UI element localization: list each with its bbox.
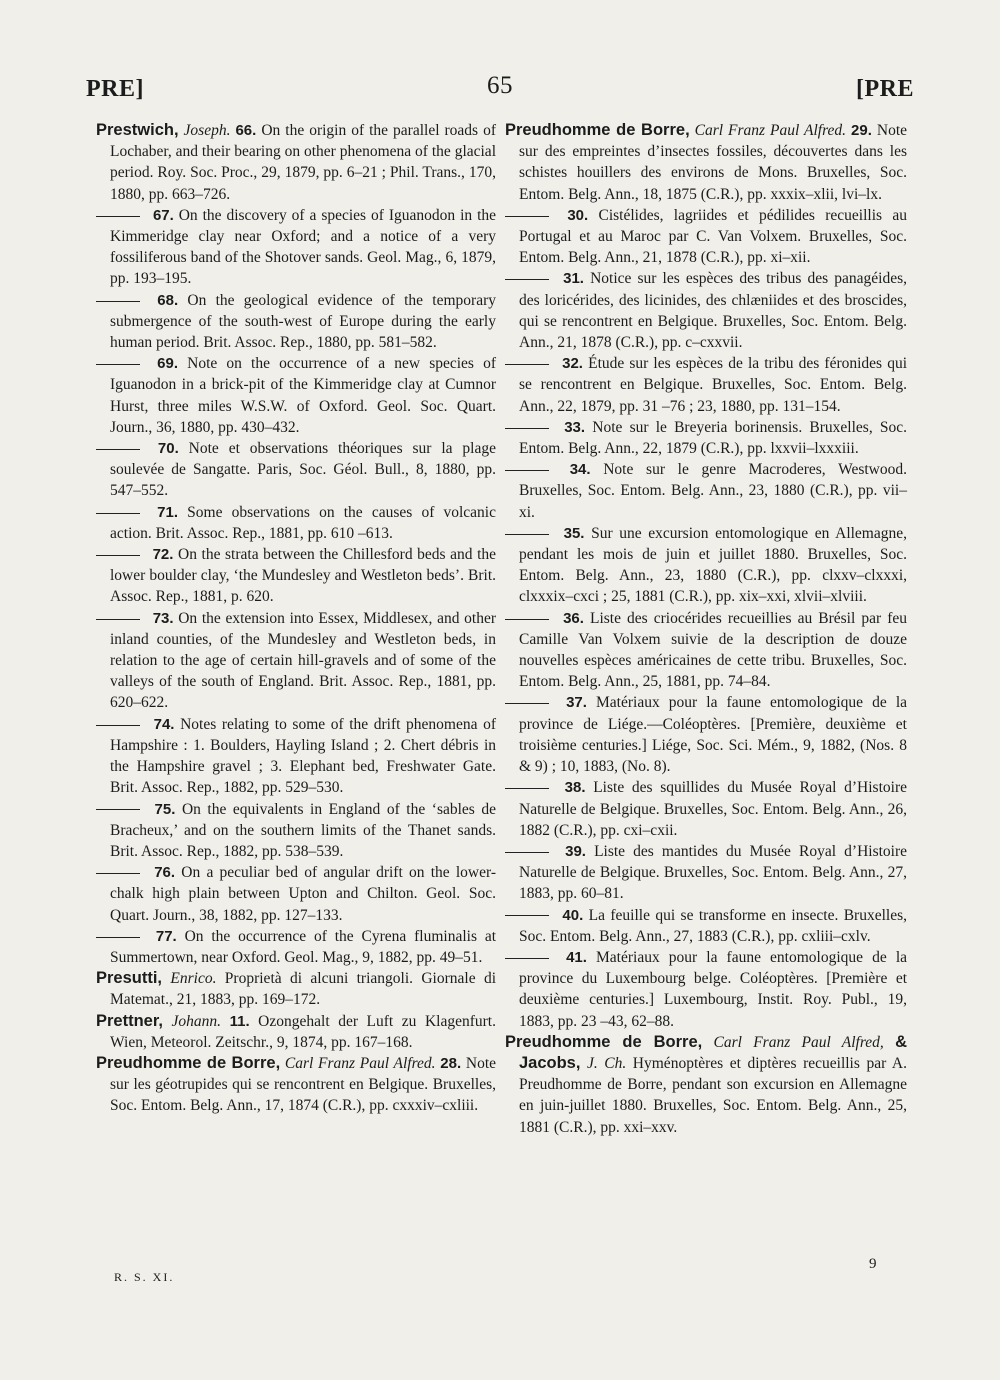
bibliography-entry [96, 926, 496, 968]
ditto-rule [96, 364, 140, 365]
entry-text: Liste des criocérides recueillies au Brésil par feu Camille Van Volxem suivie de la description de douze nouvelles espèces américaines de cette tribu. Bruxelles, Soc. Entom. Belg. Ann., 25, 1881, pp. 74–84. [519, 609, 907, 691]
entry-number: 66. [235, 122, 257, 139]
entry-text: On the equivalents in England of the ‘sables de Bracheux,’ and on the southern limits of the Thanet sands. Brit. Assoc. Rep., 1882, pp. 538–539. [110, 800, 496, 860]
entry-number: 74. [153, 715, 175, 733]
author-given-name: Carl Franz Paul Alfred. [694, 122, 847, 139]
bibliography-entry [505, 841, 907, 905]
ditto-rule [505, 852, 549, 853]
entry-number: 41. [566, 948, 587, 966]
entry-text: Note et observations théoriques sur la plage soulevée de Sangatte. Paris, Soc. Géol. Bull., 8, 1880, pp. 547–552. [110, 440, 496, 500]
bibliography-entry [505, 692, 907, 777]
header-right-guide: [PRE [856, 76, 914, 102]
entry-text: On the discovery of a species of Iguanodon in the Kimmeridge clay near Oxford; and a notice of a very fossiliferous band of the Shotover sands. Geol. Mag., 6, 1879, pp. 193–195. [110, 206, 496, 288]
entry-text: Note sur le genre Macroderes, Westwood. Bruxelles, Soc. Entom. Belg. Ann., 23, 1880 (C.R.), pp. vii–xi. [519, 461, 908, 521]
ditto-rule [505, 428, 549, 429]
entry-number: 40. [562, 906, 584, 924]
entry-number: 33. [564, 418, 586, 436]
entry-number: 35. [563, 524, 585, 542]
bibliography-entry [505, 608, 907, 693]
author-given-name: Carl Franz Paul Alfred, [713, 1033, 884, 1051]
header-left-guide: PRE] [86, 76, 144, 102]
bibliography-entry [505, 523, 907, 608]
ditto-rule [505, 216, 549, 217]
entry-text: Notes relating to some of the drift phenomena of Hampshire : 1. Boulders, Hayling Island ; 2. Chert débris in the Hampshire gravel ; 3. Elephant bed, Freshwater Gate. Brit. Assoc. Rep., 1882, pp. 529–530. [110, 715, 497, 797]
entry-text: On the occurrence of the Cyrena fluminalis at Summertown, near Oxford. Geol. Mag., 9, 1882, pp. 49–51. [110, 927, 497, 966]
right-column [505, 120, 907, 1138]
entry-number: 69. [157, 355, 178, 373]
entry-text: Note sur le Breyeria borinensis. Bruxelles, Soc. Entom. Belg. Ann., 22, 1879 (C.R.), pp. lxxvii–lxxxiii. [519, 418, 908, 458]
bibliography-entry [96, 290, 496, 354]
entry-number: 39. [565, 842, 586, 860]
bibliography-entry [505, 777, 907, 841]
bibliography-entry [96, 1053, 496, 1117]
author-name: Preudhomme de Borre, [505, 1032, 703, 1051]
bibliography-entry [505, 353, 907, 417]
bibliography-entry [505, 268, 907, 353]
entry-text: Sur une excursion entomologique en Allemagne, pendant les mois de juin et juillet 1880. Bruxelles, Soc. Entom. Belg. Ann., 23, 1880 (C.R.), pp. clxxv–clxxxi, clxxxix–cxci ; 25, 1881 (C.R.), pp. xix–xxi, xlvii–xlviii. [519, 524, 908, 606]
ditto-rule [96, 619, 140, 620]
entry-number: 34. [569, 461, 591, 479]
ditto-rule [96, 449, 140, 450]
entry-text: Matériaux pour la faune entomologique de la province de Liége.—Coléoptères. [Première, deuxième et troisième centuries.] Liége, Soc. Sci. Mém., 9, 1882, (Nos. 8 & 9) ; 10, 1883, (No. 8). [519, 694, 907, 776]
author-name: Preudhomme de Borre, [96, 1053, 281, 1072]
entry-text: On the origin of the parallel roads of Lochaber, and their bearing on other phenomena of the glacial period. Roy. Soc. Proc., 29, 1879, pp. 6–21 ; Phil. Trans., 170, 1880, pp. 663–726. [110, 122, 496, 203]
entry-number: 67. [152, 206, 174, 224]
entry-number: 31. [563, 270, 584, 288]
entry-number: 29. [851, 122, 872, 139]
author-name: Preudhomme de Borre, [505, 121, 690, 139]
entry-text: Cistélides, lagriides et pédilides recueillis au Portugal et au Maroc par C. Van Volxem. Bruxelles, Soc. Entom. Belg. Ann., 21, 1878 (C.R.), pp. xi–xii. [519, 206, 908, 267]
entry-number: 76. [154, 864, 176, 882]
signature-number: 9 [869, 1256, 877, 1272]
entry-text: Some observations on the causes of volcanic action. Brit. Assoc. Rep., 1881, pp. 610 –613. [110, 503, 496, 542]
entry-number: 30. [567, 206, 589, 224]
entry-text: On the geological evidence of the temporary submergence of the south-west of Europe during the early human period. Brit. Assoc. Rep., 1880, pp. 581–582. [110, 291, 496, 352]
bibliography-entry [505, 905, 907, 947]
ditto-rule [96, 725, 140, 726]
entry-text: On a peculiar bed of angular drift on the lower-chalk high plain between Upton and Chilton. Geol. Soc. Quart. Journ., 38, 1882, pp. 127–133. [110, 864, 496, 924]
bibliography-entry [96, 968, 496, 1010]
ditto-rule [96, 873, 140, 874]
entry-text: Hyménoptères et diptères recueillis par A. Preudhomme de Borre, pendant son excursion en Allemagne en juin-juillet 1880. Bruxelles, Soc. Entom. Belg. Ann., 25, 1881 (C.R.), pp. xxi–xxv. [519, 1054, 907, 1136]
entry-text: Ozongehalt der Luft zu Klagenfurt. Wien, Meteorol. Zeitschr., 9, 1874, pp. 167–168. [110, 1012, 496, 1051]
author-name: Prettner, [96, 1011, 163, 1030]
ditto-rule [505, 364, 549, 365]
entry-text: La feuille qui se transforme en insecte. Bruxelles, Soc. Entom. Belg. Ann., 27, 1883 (C.R.), pp. cxliii–cxlv. [519, 906, 907, 945]
entry-text: Proprietà di alcuni triangoli. Giornale di Matemat., 21, 1883, pp. 169–172. [110, 970, 497, 1009]
bibliography-entry [96, 1011, 496, 1053]
entry-number: 77. [155, 927, 177, 945]
author-name: Presutti, [96, 969, 163, 988]
entry-number: 75. [154, 800, 176, 818]
author-given-name: Johann. [171, 1012, 222, 1030]
bibliography-entry [96, 544, 496, 608]
bibliography-entry [96, 714, 496, 799]
bibliography-entry [505, 205, 907, 269]
ditto-rule [96, 809, 140, 810]
ditto-rule [96, 513, 140, 514]
entry-number: 73. [152, 609, 174, 627]
bibliography-entry [505, 417, 907, 459]
entry-text: On the extension into Essex, Middlesex, and other inland counties, of the Mundesley and Westleton beds, in relation to the age of certain hill-gravels and of some of the valleys of the south of England. Brit. Assoc. Rep., 1881, pp. 620–622. [110, 609, 496, 712]
entry-number: 71. [157, 503, 179, 521]
entry-text: Liste des squillides du Musée Royal d’Histoire Naturelle de Belgique. Bruxelles, Soc. Entom. Belg. Ann., 26, 1882 (C.R.), pp. cxi–cxii. [519, 779, 907, 839]
ditto-rule [96, 555, 140, 556]
bibliography-entry [96, 608, 496, 714]
author-given-name: Enrico. [170, 970, 217, 988]
left-column [96, 120, 496, 1117]
entry-number: 38. [564, 779, 586, 797]
entry-text: Note sur des empreintes d’insectes fossiles, découvertes dans les schistes houillers des environs de Mons. Bruxelles, Soc. Entom. Belg. Ann., 18, 1875 (C.R.), pp. xxxix–xlii, lvi–lx. [519, 122, 908, 203]
author-name: Prestwich, [96, 121, 179, 139]
entry-number: 72. [152, 546, 174, 564]
entry-text: Notice sur les espèces des tribus des panagéides, des loricérides, des licinides, des chlæniides et des broscides, qui se rencontrent en Belgique. Bruxelles, Soc. Entom. Belg. Ann., 21, 1878 (C.R.), pp. c–cxxvii. [519, 270, 908, 352]
bibliography-entry [96, 353, 496, 438]
ditto-rule [505, 788, 549, 789]
ditto-rule [96, 937, 140, 938]
ditto-rule [505, 534, 549, 535]
entry-text: Note on the occurrence of a new species of Iguanodon in a brick-pit of the Kimmeridge clay at Cumnor Hurst, three miles W.S.W. of Oxford. Geol. Soc. Quart. Journ., 36, 1880, pp. 430–432. [110, 355, 497, 436]
entry-text: Étude sur les espèces de la tribu des féronides qui se rencontrent en Belgique. Bruxelles, Soc. Entom. Belg. Ann., 22, 1879, pp. 31 –76 ; 23, 1880, pp. 131–154. [519, 355, 907, 415]
ditto-rule [505, 470, 549, 471]
page-number: 65 [487, 72, 513, 99]
coauthor-name: & Jacobs, [519, 1032, 907, 1072]
entry-text: Note sur les géotrupides qui se rencontrent en Belgique. Bruxelles, Soc. Entom. Belg. Ann., 17, 1874 (C.R.), pp. cxxxiv–cxliii. [110, 1054, 497, 1115]
entry-number: 11. [229, 1012, 250, 1030]
ditto-rule [505, 279, 549, 280]
entry-number: 37. [566, 694, 587, 712]
ditto-rule [96, 301, 140, 302]
entry-number: 36. [563, 609, 584, 627]
bibliography-entry [505, 459, 907, 523]
bibliography-entry [96, 502, 496, 544]
author-given-name: Carl Franz Paul Alfred. [284, 1054, 436, 1072]
bibliography-entry [96, 120, 496, 205]
coauthor-given-name: J. Ch. [587, 1054, 627, 1072]
ditto-rule [505, 619, 549, 620]
ditto-rule [505, 915, 549, 916]
entry-text: On the strata between the Chillesford beds and the lower boulder clay, ‘the Mundesley and Westleton beds’. Brit. Assoc. Rep., 1881, p. 620. [110, 546, 497, 606]
bibliography-entry [96, 205, 496, 290]
bibliography-entry [96, 862, 496, 926]
entry-number: 68. [157, 291, 179, 309]
entry-text: Liste des mantides du Musée Royal d’Histoire Naturelle de Belgique. Bruxelles, Soc. Entom. Belg. Ann., 27, 1883, pp. 60–81. [519, 842, 908, 903]
entry-text: Matériaux pour la faune entomologique de la province du Luxembourg belge. Coléoptères. [Première et deuxième centuries.] Luxembourg, Instit. Roy. Publ., 19, 1883, pp. 23 –43, 62–88. [519, 948, 907, 1030]
entry-number: 32. [562, 355, 583, 373]
signature-mark: R. S. XI. [114, 1270, 175, 1284]
ditto-rule [96, 216, 140, 217]
bibliography-entry [96, 799, 496, 863]
bibliography-entry [505, 1032, 907, 1138]
author-given-name: Joseph. [183, 122, 231, 139]
bibliography-entry [96, 438, 496, 502]
ditto-rule [505, 703, 549, 704]
ditto-rule [505, 958, 549, 959]
entry-number: 70. [157, 440, 179, 458]
entry-number: 28. [440, 1054, 462, 1072]
bibliography-entry [505, 947, 907, 1032]
bibliography-entry [505, 120, 907, 205]
